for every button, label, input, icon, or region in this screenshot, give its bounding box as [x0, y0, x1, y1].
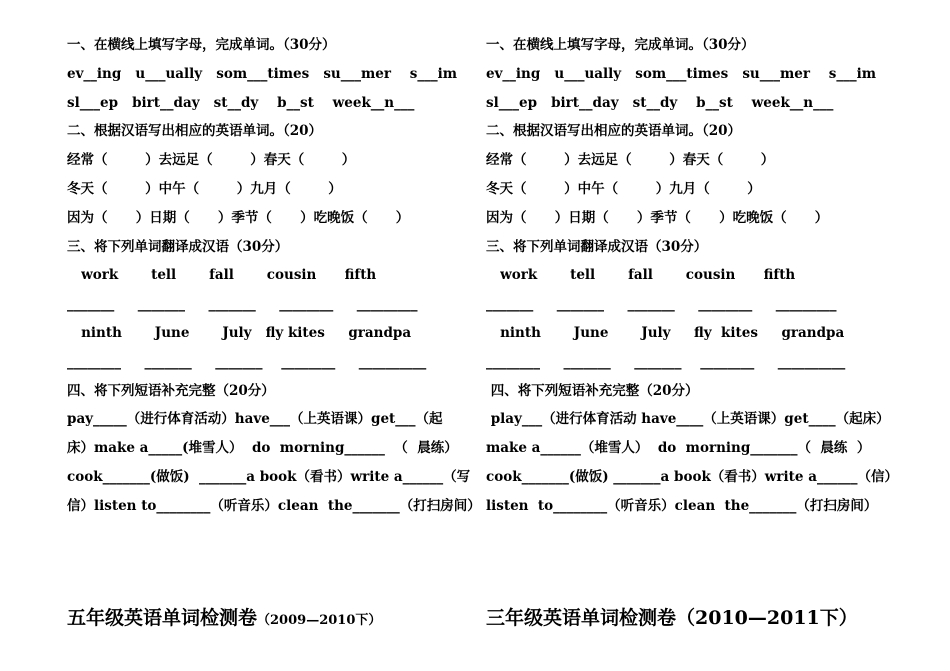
- left-line-4: 二、根据汉语写出相应的英语单词。（20）: [67, 123, 323, 140]
- right-line-10: _______ _______ _______ ________ _________: [486, 296, 837, 313]
- left-line-10: _______ _______ _______ ________ _________: [67, 296, 418, 313]
- left-line-3: sl___ep birt__day st__dy b__st week__n___: [67, 94, 415, 111]
- left-line-12: ________ _______ _______ ________ __________: [67, 353, 427, 370]
- right-line-1: 一、在横线上填写字母，完成单词。（30分）: [486, 37, 755, 53]
- right-line-17: listen to________（听音乐）clean the_______（打扫房间）: [486, 497, 878, 514]
- right-line-14: play___（进行体育活动 have____（上英语课）get____（起床）: [486, 411, 890, 428]
- left-title-year: （2009—2010下）: [257, 613, 382, 628]
- right-line-11: ninth June July fly kites grandpa: [486, 324, 845, 341]
- right-exam-column: [486, 31, 898, 521]
- left-exam-column: [67, 31, 481, 521]
- left-line-7: 因为（ ）日期（ ）季节（ ）吃晚饭（ ）: [67, 209, 410, 226]
- left-exam-title: [67, 603, 381, 630]
- left-line-1: 一、在横线上填写字母，完成单词。（30分）: [67, 37, 336, 53]
- right-line-4: 二、根据汉语写出相应的英语单词。（20）: [486, 123, 742, 140]
- right-line-15: make a______（堆雪人） do morning_______（ 晨练 ）: [486, 440, 871, 457]
- right-line-8: 三、将下列单词翻译成汉语（30分）: [486, 238, 708, 255]
- left-line-17: 信）listen to________（听音乐）clean the_______（打扫房间）: [67, 497, 481, 514]
- right-line-12: ________ _______ _______ ________ __________: [486, 353, 846, 370]
- right-line-3: sl___ep birt__day st__dy b__st week__n___: [486, 94, 834, 111]
- left-line-13: 四、将下列短语补充完整（20分）: [67, 382, 275, 399]
- right-line-7: 因为（ ）日期（ ）季节（ ）吃晚饭（ ）: [486, 209, 829, 226]
- right-line-16: cook_______(做饭) _______a book（看书）write a______（信）: [486, 468, 898, 485]
- right-line-9: work tell fall cousin fifth: [486, 267, 796, 284]
- left-line-16: cook_______(做饭) _______a book（看书）write a______（写: [67, 468, 471, 485]
- right-line-13: 四、将下列短语补充完整（20分）: [486, 382, 699, 399]
- left-line-11: ninth June July fly kites grandpa: [67, 324, 412, 341]
- left-line-5: 经常（ ）去远足（ ）春天（ ）: [67, 152, 356, 169]
- left-line-6: 冬天（ ）中午（ ）九月（ ）: [67, 180, 342, 197]
- left-line-9: work tell fall cousin fifth: [67, 267, 377, 284]
- left-line-8: 三、将下列单词翻译成汉语（30分）: [67, 238, 289, 255]
- right-line-2: ev__ing u___ually som___times su___mer s___im: [486, 65, 877, 82]
- right-line-6: 冬天（ ）中午（ ）九月（ ）: [486, 180, 761, 197]
- left-line-15: 床）make a_____(堆雪人） do morning______ （ 晨练）: [67, 440, 458, 457]
- right-line-5: 经常（ ）去远足（ ）春天（ ）: [486, 152, 775, 169]
- left-title-text: 五年级英语单词检测卷: [67, 607, 258, 629]
- left-line-2: ev__ing u___ually som___times su___mer s___im: [67, 65, 458, 82]
- left-line-14: pay_____（进行体育活动）have___（上英语课）get___（起: [67, 411, 443, 428]
- right-title-text: 三年级英语单词检测卷（2010—2011下）: [486, 607, 858, 629]
- right-exam-title: [486, 603, 858, 630]
